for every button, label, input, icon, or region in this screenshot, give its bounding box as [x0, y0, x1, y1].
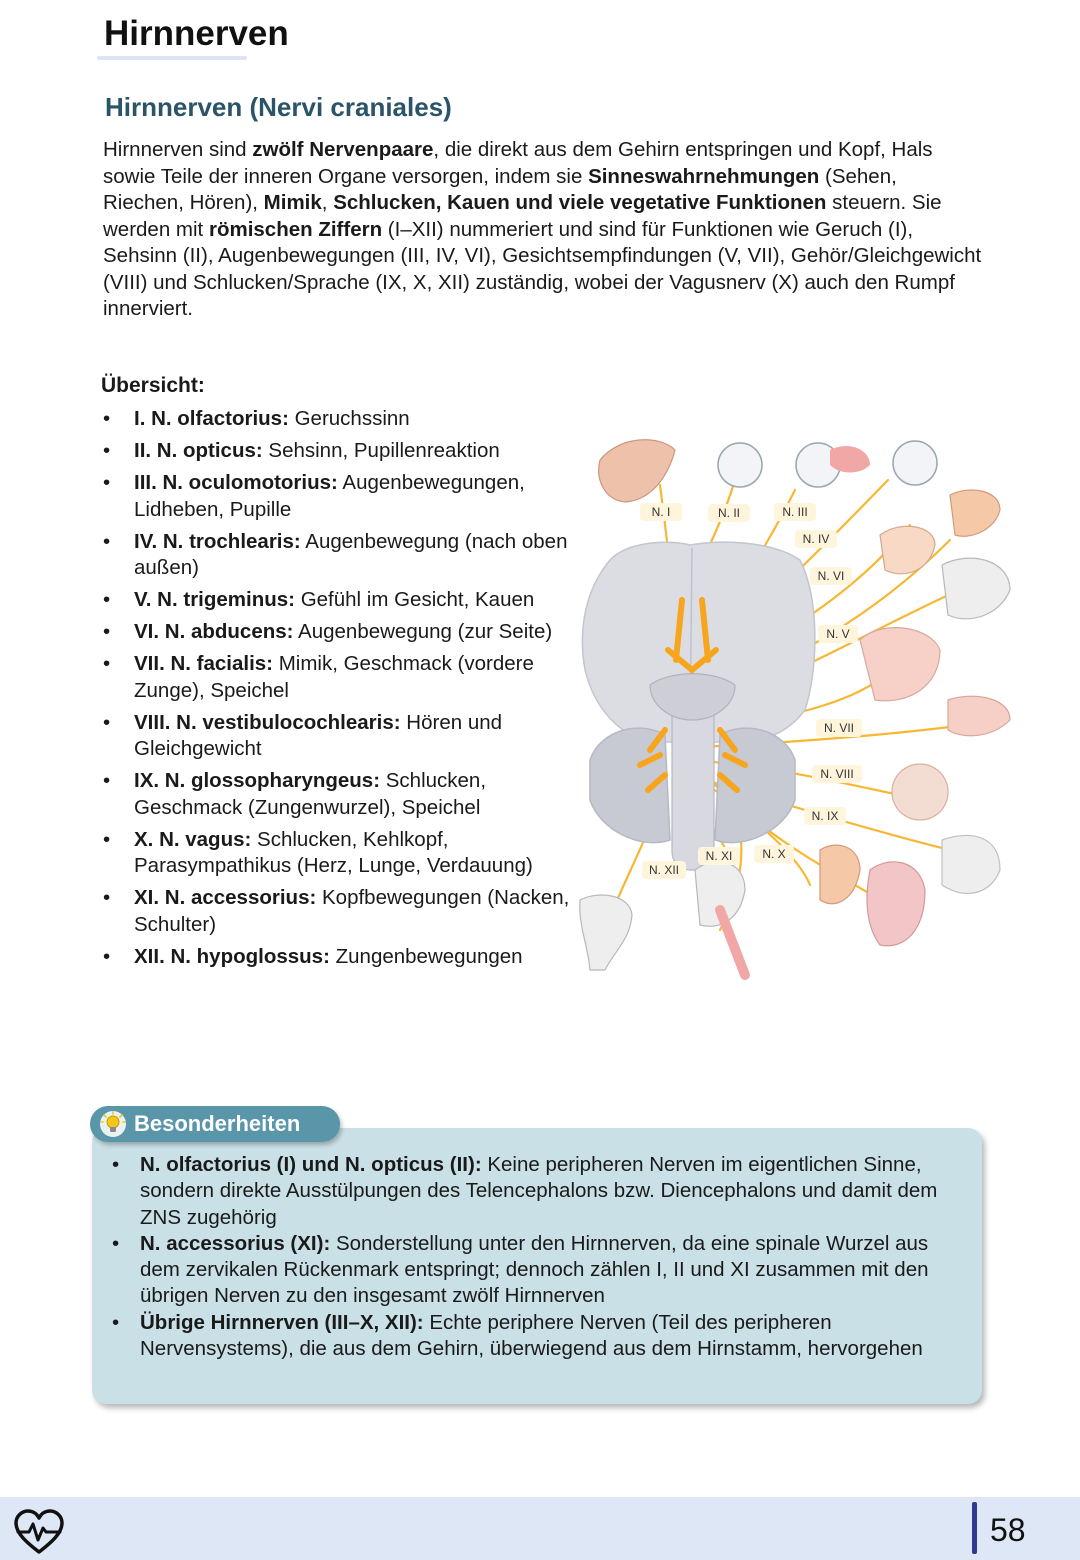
overview-item: [103, 651, 573, 704]
special-item: [112, 1152, 972, 1231]
intro-bold-text: Mimik: [263, 191, 322, 214]
special-item-name: Übrige Hirnnerven (III–X, XII):: [140, 1310, 424, 1334]
intro-text: Hirnnerven sind: [103, 138, 253, 161]
svg-text:N. V: N. V: [826, 627, 850, 641]
overview-item: [103, 406, 573, 433]
title-underline: [97, 56, 247, 60]
page-number: 58: [990, 1512, 1026, 1548]
overview-item: [103, 587, 573, 614]
svg-text:N. III: N. III: [782, 505, 808, 519]
overview-item-name: V. N. trigeminus:: [134, 588, 295, 611]
label-n-ii: [708, 504, 750, 522]
special-item-text: Keine peripheren Nerven im eigentlichen Sinne, sondern direkte Ausstülpungen des Telencephalons bzw. Diencephalons und damit dem ZNS zugehörig: [140, 1153, 938, 1229]
label-n-xi: [698, 847, 740, 865]
svg-text:N. XII: N. XII: [648, 863, 680, 877]
overview-item-text: Augenbewegungen, Lidheben, Pupille: [134, 471, 525, 521]
special-item-text: Echte periphere Nerven (Teil des peripheren Nervensystems), die aus dem Gehirn, überwiegend aus dem Hirnstamm, hervorgehen: [140, 1310, 923, 1361]
intro-paragraph: [103, 137, 983, 323]
label-n-xii: [642, 861, 686, 879]
svg-text:N. IV: N. IV: [802, 532, 830, 546]
svg-text:N. I: N. I: [651, 505, 671, 519]
svg-text:N. X: N. X: [762, 847, 786, 861]
intro-text: (I–XII) nummeriert und sind für Funktionen wie Geruch (I), Sehsinn (II), Augenbewegungen (III, IV, VI), Gesichtsempfindungen (V, VII), Gehör/Gleichgewicht (VIII) und Schlucken/Sprache (IX, X, XII) zuständig, wobei der Vagusnerv (X) auch den Rumpf innerviert.: [103, 217, 982, 320]
overview-item-text: Schlucken, Geschmack (Zungenwurzel), Speichel: [134, 769, 487, 819]
overview-item: [103, 470, 573, 523]
overview-item-name: VI. N. abducens:: [134, 620, 294, 643]
label-n-vii: [816, 719, 862, 737]
special-item: [112, 1231, 972, 1310]
svg-text:N. XI: N. XI: [705, 849, 733, 863]
special-list: [112, 1152, 972, 1362]
intro-bold-text: Schlucken, Kauen und viele vegetative Funktionen: [333, 191, 827, 214]
intro-text: steuern. Sie werden mit: [103, 191, 942, 241]
overview-item-text: Geruchssinn: [288, 407, 410, 430]
label-n-viii: [812, 765, 862, 783]
intro-text: , die direkt aus dem Gehirn entspringen und Kopf, Hals sowie Teile der inneren Organe versorgen, indem sie: [103, 138, 933, 188]
label-n-i: [640, 503, 682, 521]
svg-text:N. VII: N. VII: [823, 721, 855, 735]
section-subtitle: Hirnnerven (Nervi craniales): [105, 92, 452, 122]
overview-item: [103, 768, 573, 821]
overview-item-name: III. N. oculomotorius:: [134, 471, 338, 494]
special-heading: Besonderheiten: [134, 1111, 301, 1136]
overview-item: [103, 944, 573, 971]
label-n-iii: [774, 503, 816, 521]
overview-item-text: Hören und Gleichgewicht: [134, 710, 503, 760]
label-n-v: [818, 625, 858, 643]
overview-item-text: Gefühl im Gesicht, Kauen: [295, 588, 535, 611]
footer-bar: [0, 1497, 1080, 1560]
overview-item-name: II. N. opticus:: [134, 439, 263, 462]
overview-item-text: Schlucken, Kehlkopf, Parasympathikus (Herz, Lunge, Verdauung): [134, 827, 533, 877]
intro-bold-text: Sinneswahrnehmungen: [588, 164, 820, 188]
overview-item-name: VIII. N. vestibulocochlearis:: [134, 710, 401, 734]
intro-text: (Sehen, Riechen, Hören),: [103, 164, 897, 214]
overview-item-name: IV. N. trochlearis:: [134, 529, 301, 553]
overview-item-text: Sehsinn, Pupillenreaktion: [262, 439, 500, 462]
overview-item-name: IX. N. glossopharyngeus:: [134, 769, 381, 792]
intro-bold-text: römischen Ziffern: [208, 217, 383, 241]
overview-item: [103, 529, 573, 582]
intro-text: ,: [321, 191, 334, 214]
svg-text:N. IX: N. IX: [811, 809, 839, 823]
intro-bold-text: zwölf Nervenpaare: [252, 138, 434, 161]
special-item-name: N. accessorius (XI):: [140, 1231, 331, 1255]
special-item-text: Sonderstellung unter den Hirnnerven, da eine spinale Wurzel aus dem zervikalen Rückenmark entspringt; dennoch zählen I, II und XI zusammen mit den übrigen Nerven zu den insgesamt zwölf Hirnnerven: [140, 1231, 929, 1308]
overview-item-name: X. N. vagus:: [134, 827, 252, 851]
overview-item: [103, 438, 573, 465]
overview-item-name: I. N. olfactorius:: [134, 407, 289, 430]
special-item-name: N. olfactorius (I) und N. opticus (II):: [140, 1153, 482, 1176]
lightbulb-icon: [100, 1111, 126, 1137]
svg-text:N. VIII: N. VIII: [820, 767, 854, 781]
overview-item-name: XI. N. accessorius:: [134, 886, 317, 909]
page-title: Hirnnerven: [104, 14, 289, 53]
cranial-nerves-diagram: [570, 430, 1020, 990]
overview-item-name: XII. N. hypoglossus:: [134, 944, 330, 968]
svg-text:N. II: N. II: [717, 506, 741, 520]
brain-illustration: [582, 542, 814, 870]
overview-item-name: VII. N. facialis:: [134, 652, 273, 675]
overview-item: [103, 619, 573, 646]
svg-text:N. VI: N. VI: [817, 569, 845, 583]
overview-item-text: Augenbewegung (zur Seite): [293, 620, 553, 643]
label-n-x: [754, 845, 794, 863]
label-n-vi: [810, 567, 852, 585]
overview-item-text: Mimik, Geschmack (vordere Zunge), Speichel: [134, 652, 534, 702]
label-n-ix: [804, 807, 846, 825]
special-item: [112, 1310, 972, 1363]
overview-item: [103, 710, 573, 763]
special-tab: [90, 1106, 340, 1142]
page-number-divider: [972, 1502, 977, 1554]
overview-list: [103, 406, 573, 976]
overview-item: [103, 885, 573, 938]
label-n-iv: [795, 530, 837, 548]
heartbeat-icon: [12, 1508, 66, 1556]
overview-item-text: Zungenbewegungen: [329, 944, 523, 968]
overview-item-text: Augenbewegung (nach oben außen): [134, 529, 568, 579]
overview-item: [103, 827, 573, 880]
overview-item-text: Kopfbewegungen (Nacken, Schulter): [134, 886, 570, 936]
overview-heading: Übersicht:: [101, 374, 205, 397]
